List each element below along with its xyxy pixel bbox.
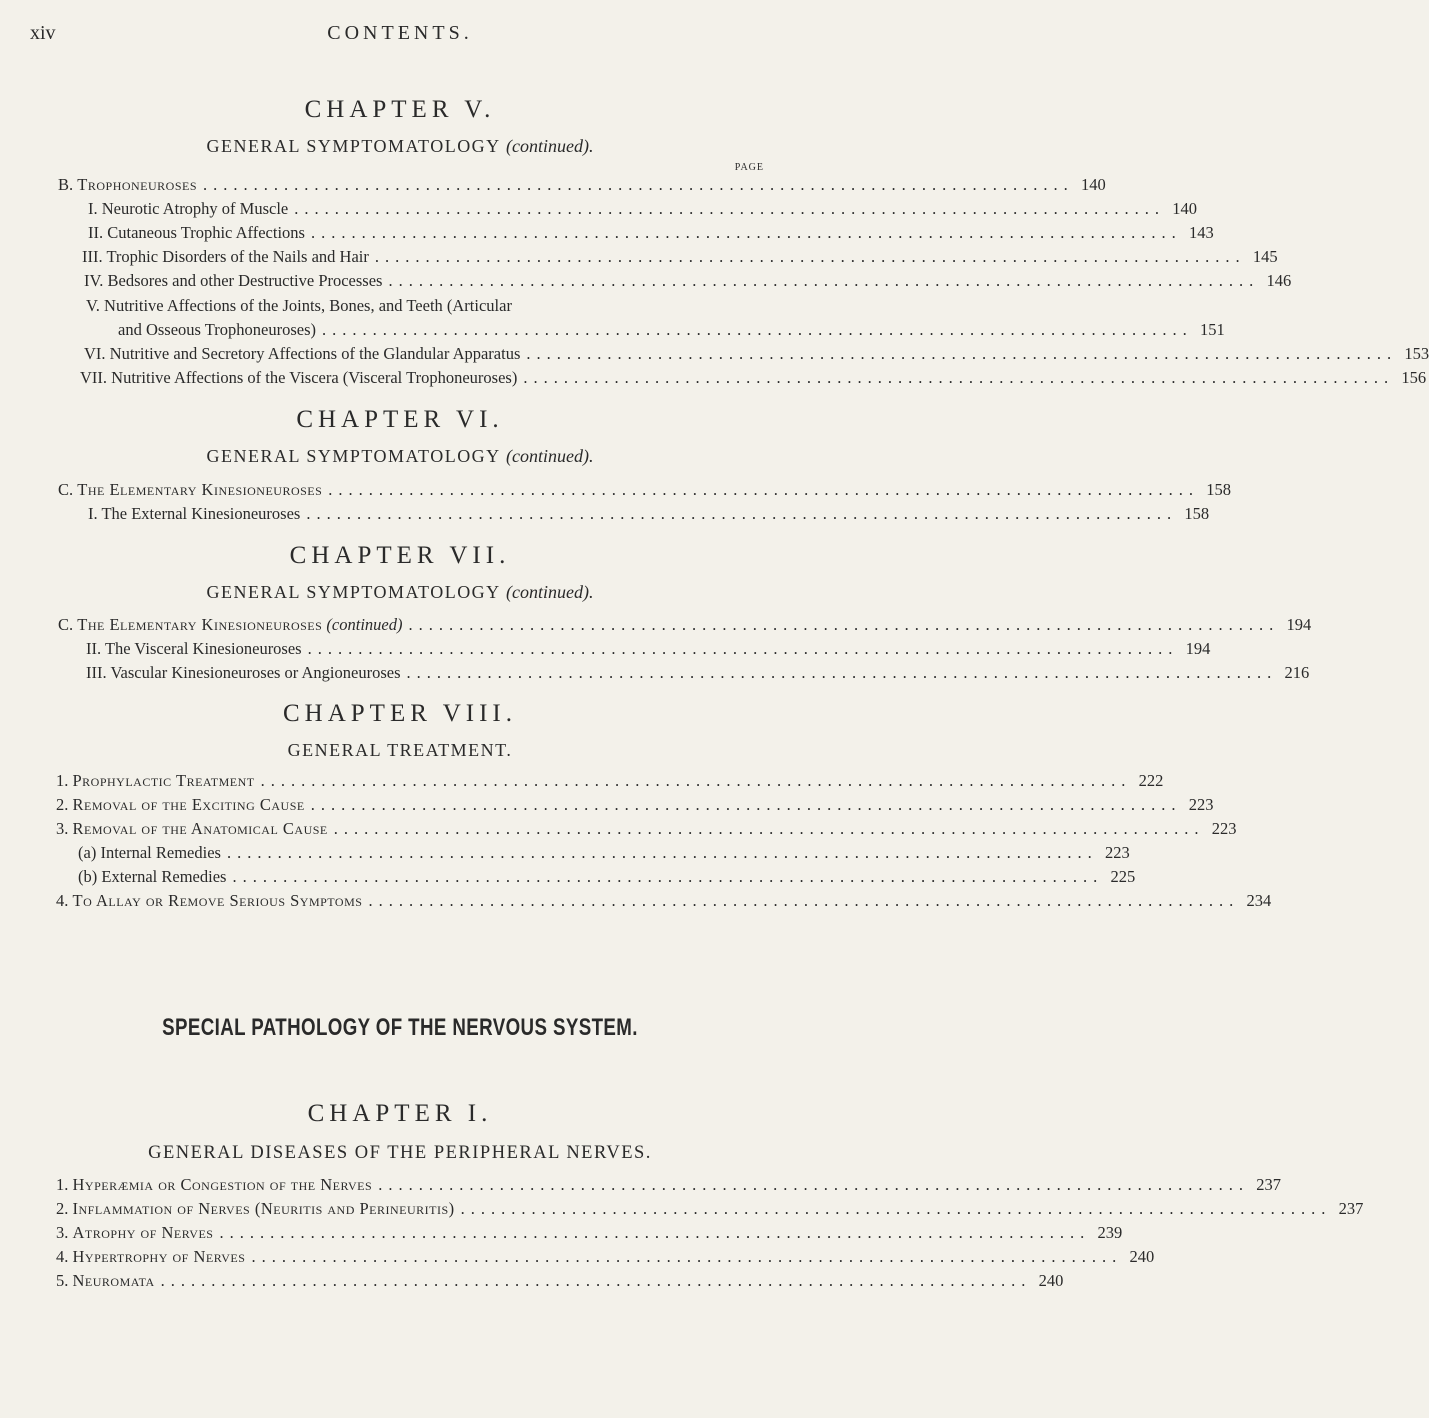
- toc-page-number: 225: [1110, 867, 1136, 886]
- toc-page-number: 143: [1188, 223, 1214, 242]
- dot-leader: ......................................................................................: [388, 271, 1260, 290]
- toc-entry-text: 5. Neuromata: [56, 1271, 155, 1290]
- chapter-subtitle: [0, 740, 800, 761]
- toc-entry-text: (a) Internal Remedies: [78, 843, 221, 862]
- toc-page-number: 240: [1129, 1247, 1155, 1266]
- chapter-heading: CHAPTER VIII.: [283, 700, 517, 727]
- toc-page-number: 237: [1256, 1175, 1281, 1194]
- running-title: CONTENTS.: [327, 22, 473, 44]
- dot-leader: ......................................................................................: [203, 175, 1074, 194]
- chapter-subtitle: [0, 582, 800, 603]
- page-folio: xiv: [30, 22, 56, 44]
- chapter-subtitle-text: GENERAL SYMPTOMATOLOGY: [206, 582, 501, 602]
- toc-page-number: 216: [1284, 663, 1310, 682]
- chapter-subtitle-text: GENERAL SYMPTOMATOLOGY: [206, 136, 501, 156]
- toc-entry-text: VI. Nutritive and Secretory Affections of the Glandular Apparatus: [84, 344, 521, 363]
- chapter-subtitle-note: (continued).: [506, 446, 594, 466]
- toc-page-number: 194: [1185, 639, 1211, 658]
- dot-leader: ......................................................................................: [307, 639, 1179, 658]
- toc-entry-text: C. The Elementary Kinesioneuroses (continued): [58, 615, 403, 634]
- dot-leader: ......................................................................................: [219, 1223, 1091, 1242]
- chapter-subtitle: [0, 1143, 800, 1164]
- chapter-subtitle-text: GENERAL SYMPTOMATOLOGY: [206, 446, 501, 466]
- toc-entry[interactable]: [56, 1270, 1064, 1292]
- dot-leader: ......................................................................................: [260, 771, 1132, 790]
- toc-page-number: 153: [1404, 344, 1429, 363]
- toc-page-number: 140: [1172, 199, 1198, 218]
- chapter-heading: CHAPTER I.: [307, 1100, 493, 1127]
- toc-page-number: 239: [1097, 1223, 1123, 1242]
- toc-entry[interactable]: [80, 367, 1427, 389]
- toc-entry-text: VII. Nutritive Affections of the Viscera (Visceral Trophoneuroses): [80, 368, 518, 387]
- toc-entry-text: (b) External Remedies: [78, 867, 227, 886]
- toc-entry-text: V. Nutritive Affections of the Joints, Bones, and Teeth (Articular: [86, 296, 512, 315]
- toc-entry-line-1[interactable]: [86, 295, 764, 317]
- toc-entry[interactable]: [82, 246, 1278, 268]
- toc-entry[interactable]: [84, 343, 1429, 365]
- toc-entry[interactable]: [56, 794, 1214, 816]
- dot-leader: ......................................................................................: [251, 1247, 1123, 1266]
- dot-leader: ......................................................................................: [378, 1175, 1249, 1194]
- chapter-subtitle-note: (continued).: [506, 582, 594, 602]
- toc-entry-text: 4. To Allay or Remove Serious Symptoms: [56, 891, 363, 910]
- chapter-subtitle-text: GENERAL TREATMENT.: [287, 740, 513, 760]
- toc-entry[interactable]: [88, 503, 1210, 525]
- toc-entry-text: I. Neurotic Atrophy of Muscle: [88, 199, 289, 218]
- chapter-subtitle: [0, 136, 800, 157]
- dot-leader: ......................................................................................: [406, 663, 1278, 682]
- toc-entry[interactable]: [58, 614, 1312, 636]
- toc-entry-text: II. Cutaneous Trophic Affections: [88, 223, 305, 242]
- toc-entry[interactable]: [86, 662, 1310, 684]
- dot-leader: ......................................................................................: [160, 1271, 1032, 1290]
- toc-page-number: 145: [1252, 247, 1278, 266]
- toc-entry[interactable]: [78, 842, 1130, 864]
- toc-entry-text: III. Trophic Disorders of the Nails and Hair: [82, 247, 369, 266]
- chapter-subtitle-note: (continued).: [506, 136, 594, 156]
- toc-entry[interactable]: [84, 270, 1292, 292]
- dot-leader: ......................................................................................: [294, 199, 1166, 218]
- toc-entry[interactable]: [88, 222, 1214, 244]
- toc-page-number: 223: [1104, 843, 1130, 862]
- toc-entry[interactable]: [56, 890, 1272, 912]
- dot-leader: ......................................................................................: [232, 867, 1104, 886]
- toc-entry-text: 1. Hyperæmia or Congestion of the Nerves: [56, 1175, 373, 1194]
- chapter-subtitle-text: GENERAL DISEASES OF THE PERIPHERAL NERVES.: [148, 1143, 652, 1163]
- dot-leader: ......................................................................................: [460, 1199, 1332, 1218]
- chapter-heading: CHAPTER VII.: [289, 542, 511, 569]
- toc-entry-text: 3. Removal of the Anatomical Cause: [56, 819, 328, 838]
- dot-leader: ......................................................................................: [328, 480, 1200, 499]
- toc-page-number: 234: [1246, 891, 1272, 910]
- toc-entry-text: IV. Bedsores and other Destructive Processes: [84, 271, 383, 290]
- dot-leader: ......................................................................................: [310, 223, 1182, 242]
- toc-entry-text: 2. Removal of the Exciting Cause: [56, 795, 305, 814]
- toc-page-number: 237: [1338, 1199, 1364, 1218]
- chapter-subtitle: [0, 446, 800, 467]
- toc-entry[interactable]: [86, 638, 1211, 660]
- part-title: SPECIAL PATHOLOGY OF THE NERVOUS SYSTEM.: [162, 1014, 638, 1041]
- toc-entry-text-continued: and Osseous Trophoneuroses): [118, 320, 316, 339]
- toc-entry-text: 2. Inflammation of Nerves (Neuritis and Perineuritis): [56, 1199, 455, 1218]
- toc-entry-text: B. Trophoneuroses: [58, 175, 198, 194]
- toc-entry[interactable]: [56, 770, 1164, 792]
- running-head: [30, 22, 770, 52]
- toc-entry-line-2[interactable]: [118, 319, 1225, 341]
- page-column-label: PAGE: [734, 162, 764, 173]
- dot-leader: ......................................................................................: [333, 819, 1205, 838]
- toc-entry-text: II. The Visceral Kinesioneuroses: [86, 639, 302, 658]
- toc-entry-text: 3. Atrophy of Nerves: [56, 1223, 214, 1242]
- toc-entry-text: 4. Hypertrophy of Nerves: [56, 1247, 246, 1266]
- toc-entry[interactable]: [58, 479, 1232, 501]
- chapter-heading: CHAPTER VI.: [296, 406, 504, 433]
- toc-page-number: 158: [1206, 480, 1232, 499]
- dot-leader: ......................................................................................: [322, 320, 1193, 339]
- dot-leader: ......................................................................................: [523, 368, 1395, 387]
- toc-entry[interactable]: [56, 1222, 1123, 1244]
- dot-leader: ......................................................................................: [310, 795, 1182, 814]
- toc-page-number: 223: [1188, 795, 1214, 814]
- toc-entry[interactable]: [78, 866, 1136, 888]
- toc-page-number: 158: [1184, 504, 1210, 523]
- dot-leader: ......................................................................................: [306, 504, 1178, 523]
- toc-page-number: 223: [1211, 819, 1237, 838]
- toc-page-number: 240: [1038, 1271, 1064, 1290]
- toc-entry-text: I. The External Kinesioneuroses: [88, 504, 301, 523]
- toc-page-number: 156: [1401, 368, 1427, 387]
- dot-leader: ......................................................................................: [368, 891, 1240, 910]
- toc-entry-text: C. The Elementary Kinesioneuroses: [58, 480, 323, 499]
- toc-page-number: 151: [1200, 320, 1225, 339]
- toc-page-number: 140: [1081, 175, 1106, 194]
- chapter-heading: CHAPTER V.: [304, 96, 496, 123]
- dot-leader: ......................................................................................: [526, 344, 1398, 363]
- dot-leader: ......................................................................................: [226, 843, 1098, 862]
- toc-entry-text: III. Vascular Kinesioneuroses or Angioneuroses: [86, 663, 401, 682]
- dot-leader: ......................................................................................: [374, 247, 1246, 266]
- toc-entry-text: 1. Prophylactic Treatment: [56, 771, 255, 790]
- toc-entry[interactable]: [56, 1174, 1281, 1196]
- toc-page-number: 146: [1266, 271, 1292, 290]
- toc-entry[interactable]: [56, 818, 1237, 840]
- dot-leader: ......................................................................................: [408, 615, 1280, 634]
- toc-entry[interactable]: [56, 1246, 1155, 1268]
- toc-entry[interactable]: [56, 1198, 1364, 1220]
- toc-page-number: 194: [1286, 615, 1312, 634]
- toc-entry[interactable]: [58, 174, 1106, 196]
- toc-entry[interactable]: [88, 198, 1198, 220]
- toc-page-number: 222: [1138, 771, 1164, 790]
